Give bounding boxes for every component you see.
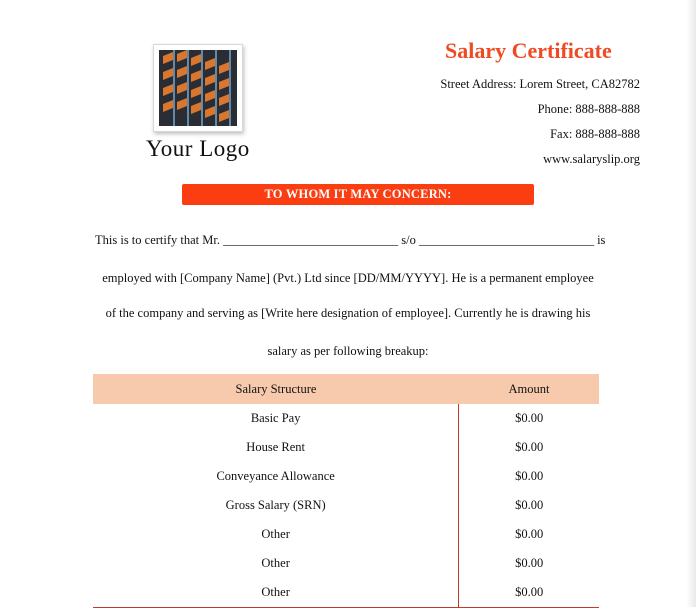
row-amount: $0.00 (458, 491, 599, 520)
row-label: Basic Pay (250, 411, 301, 425)
row-label: Conveyance Allowance (216, 469, 335, 483)
certify-line-2: employed with [Company Name] (Pvt.) Ltd since [DD/MM/YYYY]. He is a permanent employee (102, 271, 594, 285)
table-row (93, 491, 599, 520)
row-label: House Rent (246, 440, 305, 454)
row-amount: $0.00 (458, 462, 599, 491)
page-edge-shadow (686, 0, 696, 607)
fax-number: Fax: 888-888-888 (550, 127, 640, 141)
table-row (93, 520, 599, 549)
phone-number: Phone: 888-888-888 (537, 102, 640, 116)
certify-line-1: This is to certify that Mr. ____________________________ s/o ____________________________ is (95, 233, 606, 247)
building-facade-image (159, 50, 237, 126)
row-amount: $0.00 (458, 433, 599, 462)
table-row (93, 549, 599, 578)
table-row (93, 404, 599, 433)
page-title: Salary Certificate (445, 38, 612, 63)
header-amount: Amount (508, 381, 550, 396)
concern-banner: TO WHOM IT MAY CONCERN: (182, 184, 534, 205)
salary-table-header (93, 374, 599, 404)
certify-line-3: of the company and serving as [Write here designation of employee]. Currently he is drawing his (105, 306, 591, 320)
row-amount: $0.00 (458, 520, 599, 549)
table-row (93, 462, 599, 491)
table-row (93, 578, 599, 607)
logo-text: Your Logo (146, 136, 250, 161)
website: www.salaryslip.org (543, 152, 640, 166)
row-amount: $0.00 (458, 578, 599, 607)
row-amount: $0.00 (458, 404, 599, 433)
row-label: Gross Salary (SRN) (225, 498, 326, 512)
salary-table (93, 374, 599, 607)
street-address: Street Address: Lorem Street, CA82782 (440, 77, 640, 91)
certify-line-4: salary as per following breakup: (267, 344, 429, 358)
logo-image (153, 44, 243, 132)
row-label: Other (261, 527, 290, 541)
row-label: Other (261, 556, 290, 570)
table-row (93, 433, 599, 462)
row-label: Other (261, 585, 290, 599)
header-salary-structure: Salary Structure (235, 381, 317, 396)
row-amount: $0.00 (458, 549, 599, 578)
